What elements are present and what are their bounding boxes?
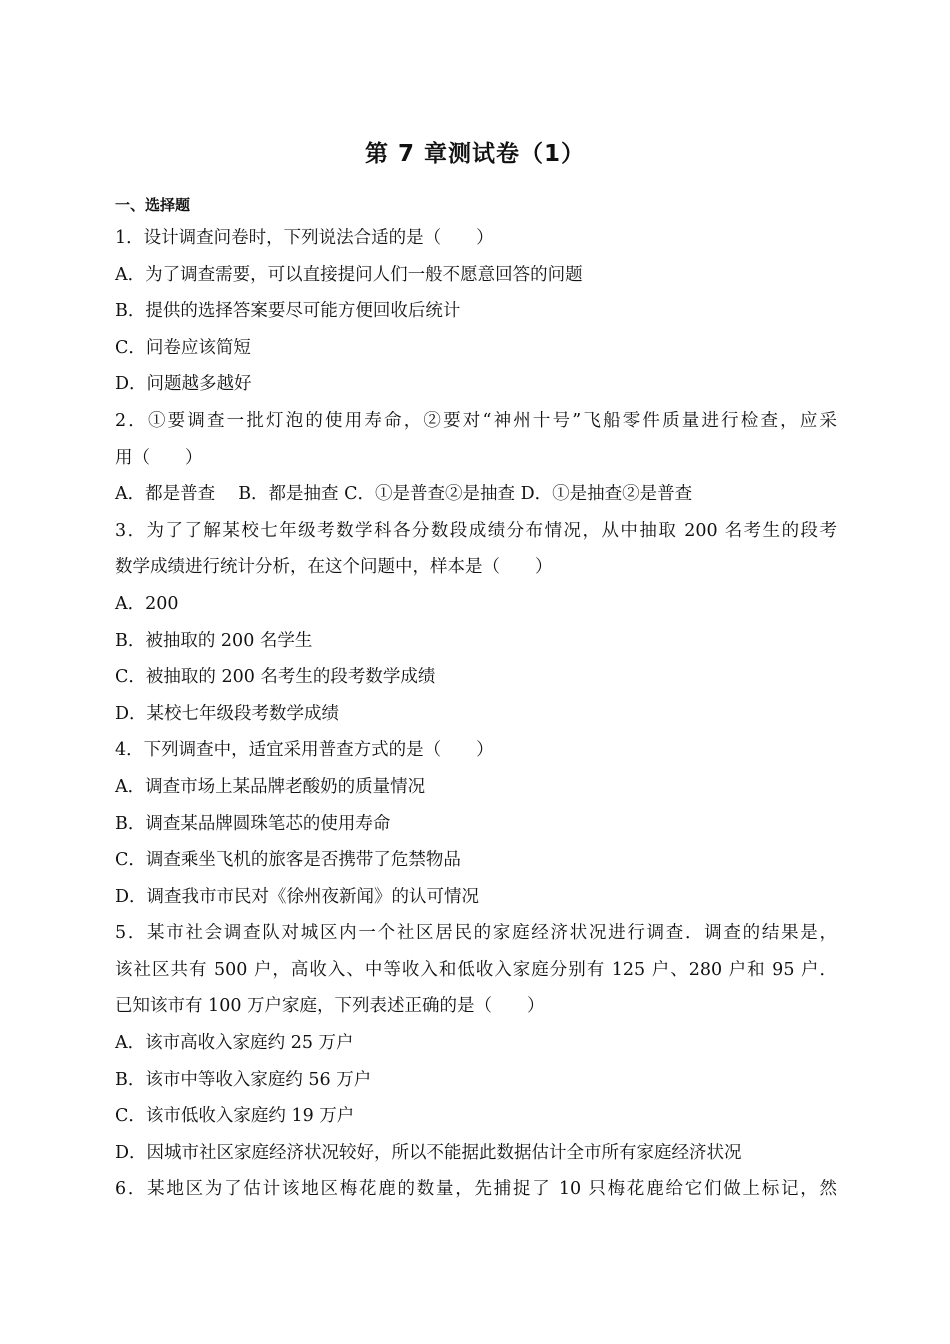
- text-line: 6．某地区为了估计该地区梅花鹿的数量，先捕捉了 10 只梅花鹿给它们做上标记，然: [115, 1179, 837, 1200]
- text-line: A．该市高收入家庭约 25 万户: [115, 1033, 354, 1054]
- section-heading: 一、选择题: [115, 196, 191, 214]
- text-line: D．调查我市市民对《徐州夜新闻》的认可情况: [115, 886, 480, 907]
- text-line: C．调查乘坐飞机的旅客是否携带了危禁物品: [115, 850, 461, 871]
- page-title: 第 7 章测试卷（1）: [364, 141, 586, 167]
- text-line: 2．①要调查一批灯泡的使用寿命，②要对“神州十号”飞船零件质量进行检查，应采: [115, 410, 837, 431]
- text-line: B．提供的选择答案要尽可能方便回收后统计: [115, 301, 461, 322]
- text-line: D．因城市社区家庭经济状况较好，所以不能据此数据估计全市所有家庭经济状况: [115, 1142, 742, 1163]
- text-line: 1．设计调查问卷时，下列说法合适的是（ ）: [115, 228, 494, 248]
- text-line: D．某校七年级段考数学成绩: [115, 703, 340, 724]
- text-line: 用（ ）: [115, 447, 203, 468]
- text-line: 3．为了了解某校七年级考数学科各分数段成绩分布情况，从中抽取 200 名考生的段考: [115, 520, 837, 541]
- text-line: 该社区共有 500 户，高收入、中等收入和低收入家庭分别有 125 户、280 户和 95 户．: [115, 959, 837, 980]
- text-line: A．都是普查 B．都是抽查 C．①是普查②是抽查 D．①是抽查②是普查: [115, 484, 693, 505]
- text-line: 已知该市有 100 万户家庭，下列表述正确的是（ ）: [115, 996, 545, 1017]
- text-line: B．被抽取的 200 名学生: [115, 630, 313, 651]
- text-line: D．问题越多越好: [115, 374, 252, 395]
- text-line: B．调查某品牌圆珠笔芯的使用寿命: [115, 813, 391, 834]
- text-line: C．问卷应该简短: [115, 337, 251, 358]
- question-list: [115, 220, 837, 1208]
- text-line: C．该市低收入家庭约 19 万户: [115, 1106, 355, 1127]
- text-line: A．调查市场上某品牌老酸奶的质量情况: [115, 776, 426, 797]
- text-line: 数学成绩进行统计分析，在这个问题中，样本是（ ）: [115, 557, 553, 578]
- text-line: 5．某市社会调查队对城区内一个社区居民的家庭经济状况进行调查．调查的结果是，: [115, 923, 837, 944]
- text-line: 4．下列调查中，适宜采用普查方式的是（ ）: [115, 740, 494, 761]
- text-line: B．该市中等收入家庭约 56 万户: [115, 1069, 372, 1090]
- text-line: A．为了调查需要，可以直接提问人们一般不愿意回答的问题: [115, 264, 583, 285]
- text-line: C．被抽取的 200 名考生的段考数学成绩: [115, 667, 436, 688]
- text-line: A．200: [115, 593, 179, 614]
